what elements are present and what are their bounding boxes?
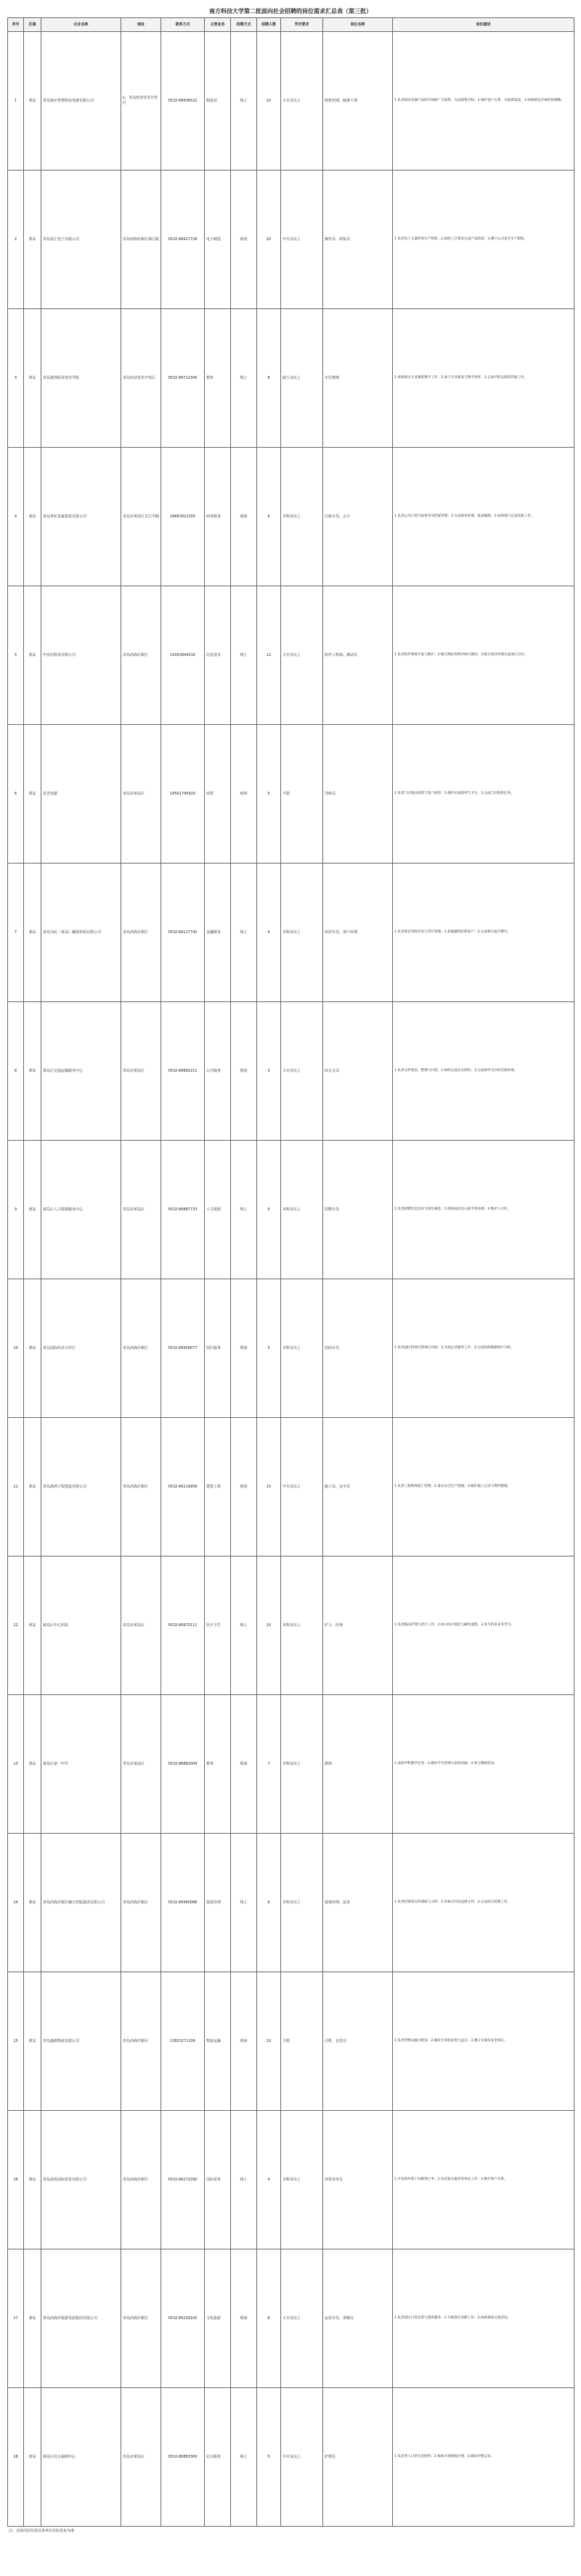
cell-address: 青岛市黄岛区 (121, 2388, 161, 2527)
cell-mode: 现场 (231, 448, 257, 586)
cell-business: 文化旅游 (205, 2249, 231, 2388)
cell-address: 青岛西海岸新区 (121, 1279, 161, 1418)
table-row (8, 2388, 574, 2527)
cell-contact: 0532-86159100 (161, 2249, 205, 2388)
table-row (8, 309, 574, 448)
cell-address: 青岛市黄岛区 (121, 1141, 161, 1279)
table-row (8, 448, 574, 586)
cell-count: 6 (257, 448, 281, 586)
cell-post: 运营专员、讲解员 (323, 2249, 393, 2388)
column-header: 招聘方式 (231, 18, 257, 32)
cell-contact: 0532-86975111 (161, 1556, 205, 1695)
table-row (8, 1972, 574, 2111)
cell-mode: 线上 (231, 1834, 257, 1972)
table-row (8, 725, 574, 864)
cell-contact: 0532-86960088 (161, 1834, 205, 1972)
cell-count: 10 (257, 1556, 281, 1695)
cell-edu: 本科及以上 (281, 448, 323, 586)
cell-desc: 1.负责工程现场施工管理；2.落实安全生产措施；3.做好施工记录与资料整理。 (393, 1418, 574, 1556)
cell-edu: 本科及以上 (281, 1834, 323, 1972)
cell-desc: 1.负责门店商品销售与客户接待；2.维护店面陈列与卫生；3.完成门店销售任务。 (393, 725, 574, 864)
cell-count: 8 (257, 309, 281, 448)
cell-post: 外贸业务员 (323, 2111, 393, 2249)
cell-area: 黄岛 (24, 1418, 41, 1556)
cell-desc: 1.负责厨房电器产品的市场推广与销售，完成销售目标；2.维护客户关系，开拓新渠道；3.协助制定区域营销策略。 (393, 32, 574, 171)
cell-address: 青岛经济技术开发区 (121, 309, 161, 448)
cell-id: 11 (8, 1418, 24, 1556)
cell-desc: 1.承担学科教学任务；2.做好学生管理与家校沟通；3.参与教研活动。 (393, 1695, 574, 1834)
cell-count: 20 (257, 171, 281, 309)
cell-contact: 0532-86882009 (161, 1695, 205, 1834)
cell-business: 建筑工程 (205, 1418, 231, 1556)
cell-id: 16 (8, 2111, 24, 2249)
cell-contact: 13853271106 (161, 1972, 205, 2111)
cell-area: 黄岛 (24, 1002, 41, 1141)
cell-id: 17 (8, 2249, 24, 2388)
cell-count: 15 (257, 1418, 281, 1556)
cell-desc: 1.负责招聘信息发布与简历筛选；2.组织面试及入职手续办理；3.维护人才库。 (393, 1141, 574, 1279)
table-row (8, 1279, 574, 1418)
cell-mode: 现场 (231, 171, 257, 309)
cell-contact: 0532-86119958 (161, 1418, 205, 1556)
table-body (8, 32, 574, 2527)
column-header: 主营业务 (205, 18, 231, 32)
cell-count: 5 (257, 2388, 281, 2527)
cell-company: 青岛海湾工程建设有限公司 (41, 1418, 121, 1556)
cell-contact: 15063994516 (161, 586, 205, 725)
table-row (8, 2249, 574, 2388)
table-header (8, 18, 574, 32)
cell-desc: 1.负责园区招商引资项目对接；2.开展企业服务工作；3.完成招商数据统计分析。 (393, 1279, 574, 1418)
cell-desc: 1.负责文件收发、整理与归档；2.协助完成会议组织；3.完成领导交办的其他事项。 (393, 1002, 574, 1141)
cell-post: 施工员、安全员 (323, 1418, 393, 1556)
cell-contact: 0532-86917728 (161, 171, 205, 309)
cell-desc: 1.负责电子元器件的生产组装；2.按照工艺要求完成产品检验；3.遵守公司安全生产制度。 (393, 171, 574, 309)
cell-area: 黄岛 (24, 2249, 41, 2388)
cell-mode: 线上 (231, 32, 257, 171)
cell-count: 5 (257, 1279, 281, 1418)
cell-company: 青岛鑫源物流有限公司 (41, 1972, 121, 2111)
cell-business: 制造业 (205, 32, 231, 171)
column-header: 地址 (121, 18, 161, 32)
cell-area: 黄岛 (24, 171, 41, 309)
cell-address: 青岛西海岸新区 (121, 2111, 161, 2249)
cell-edu: 大专及以上 (281, 32, 323, 171)
cell-company: 青岛为民（黄岛）融资担保有限公司 (41, 864, 121, 1002)
cell-company: 黄岛区人力资源服务中心 (41, 1141, 121, 1279)
job-table (7, 17, 574, 2527)
cell-contact: 18663912205 (161, 448, 205, 586)
cell-company: 星光电器 (41, 725, 121, 864)
cell-count: 12 (257, 586, 281, 725)
cell-id: 6 (8, 725, 24, 864)
cell-area: 黄岛 (24, 32, 41, 171)
cell-id: 18 (8, 2388, 24, 2527)
cell-area: 黄岛 (24, 309, 41, 448)
table-row (8, 1418, 574, 1556)
cell-area: 黄岛 (24, 1695, 41, 1834)
cell-company: 黄岛区交通运输服务中心 (41, 1002, 121, 1141)
cell-company: 青岛海尔智慧厨房电器有限公司 (41, 32, 121, 171)
cell-id: 5 (8, 586, 24, 725)
cell-contact: 0532-86882211 (161, 1002, 205, 1141)
cell-contact: 0532-86712345 (161, 309, 205, 448)
cell-address: 青岛市黄岛区 (121, 725, 161, 864)
cell-desc: 1.负责临床护理与诊疗工作；2.执行医疗规范与操作流程；3.参与科室业务学习。 (393, 1556, 574, 1695)
cell-count: 4 (257, 2111, 281, 2249)
cell-id: 10 (8, 1279, 24, 1418)
cell-count: 4 (257, 864, 281, 1002)
table-row (8, 586, 574, 725)
cell-post: 投资经理、法务 (323, 1834, 393, 1972)
cell-edu: 本科及以上 (281, 2111, 323, 2249)
cell-mode: 线上 (231, 2111, 257, 2249)
cell-post: 护士、医师 (323, 1556, 393, 1695)
cell-contact: 0532-86883300 (161, 2388, 205, 2527)
cell-business: 医疗卫生 (205, 1556, 231, 1695)
cell-id: 2 (8, 171, 24, 309)
column-header: 序号 (8, 18, 24, 32)
cell-mode: 线上 (231, 2388, 257, 2527)
cell-mode: 现场 (231, 1418, 257, 1556)
cell-id: 14 (8, 1834, 24, 1972)
cell-id: 1 (8, 32, 24, 171)
cell-address: 青岛西海岸新区 (121, 864, 161, 1002)
cell-company: 青岛海发国际贸易有限公司 (41, 2111, 121, 2249)
cell-area: 黄岛 (24, 864, 41, 1002)
cell-mode: 线上 (231, 1556, 257, 1695)
cell-count: 3 (257, 1002, 281, 1141)
cell-desc: 1.负责公司日常行政事务及档案管理；2.完成账务处理、报表编制；3.协助部门完成其他工作。 (393, 448, 574, 586)
cell-company: 青岛世纪星豪投资有限公司 (41, 448, 121, 586)
cell-address: 1、青岛经济技术开发区 (121, 32, 161, 171)
cell-contact: 0532-86956677 (161, 1279, 205, 1418)
cell-edu: 本科及以上 (281, 1695, 323, 1834)
cell-mode: 现场 (231, 725, 257, 864)
cell-desc: 1.负责投资项目的调研与分析；2.审核合同及法律文件；3.完成投后管理工作。 (393, 1834, 574, 1972)
cell-area: 黄岛 (24, 1556, 41, 1695)
cell-address: 青岛西海岸新区 (121, 586, 161, 725)
table-row (8, 1141, 574, 1279)
cell-mode: 线上 (231, 864, 257, 1002)
cell-company: 中安信科技有限公司 (41, 586, 121, 725)
table-row (8, 1002, 574, 1141)
cell-edu: 大专及以上 (281, 586, 323, 725)
cell-area: 黄岛 (24, 2111, 41, 2249)
cell-mode: 现场 (231, 1972, 257, 2111)
cell-id: 13 (8, 1695, 24, 1834)
column-header: 学历要求 (281, 18, 323, 32)
cell-count: 5 (257, 725, 281, 864)
cell-mode: 现场 (231, 1002, 257, 1141)
cell-business: 电子制造 (205, 171, 231, 309)
table-row (8, 171, 574, 309)
cell-business: 园区服务 (205, 1279, 231, 1418)
column-header: 企业名称 (41, 18, 121, 32)
cell-id: 9 (8, 1141, 24, 1279)
cell-business: 教育 (205, 1695, 231, 1834)
cell-post: 导购员 (323, 725, 393, 864)
cell-mode: 线上 (231, 1141, 257, 1279)
cell-company: 青岛国际经济合作区 (41, 1279, 121, 1418)
cell-edu: 中专及以上 (281, 171, 323, 309)
cell-address: 青岛市黄岛区 (121, 1556, 161, 1695)
cell-contact: 0532-86887733 (161, 1141, 205, 1279)
cell-company: 青岛西海岸旅游发展集团有限公司 (41, 2249, 121, 2388)
cell-post: 操作员、质检员 (323, 171, 393, 309)
cell-edu: 本科及以上 (281, 1141, 323, 1279)
cell-business: 投资管理 (205, 1834, 231, 1972)
cell-company: 黄岛区社会福利中心 (41, 2388, 121, 2527)
cell-id: 15 (8, 1972, 24, 2111)
cell-area: 黄岛 (24, 1141, 41, 1279)
cell-desc: 1.承担相关专业课程教学工作；2.参与专业建设与教学改革；3.完成学院安排的其他工作。 (393, 309, 574, 448)
header-row (8, 18, 574, 32)
cell-post: 专任教师 (323, 309, 393, 448)
cell-area: 黄岛 (24, 2388, 41, 2527)
table-row (8, 1695, 574, 1834)
cell-count: 10 (257, 1972, 281, 2111)
cell-edu: 中专及以上 (281, 1418, 323, 1556)
column-header: 岗位名称 (323, 18, 393, 32)
cell-id: 8 (8, 1002, 24, 1141)
cell-contact: 0532-88936522 (161, 32, 205, 171)
cell-post: 行政专员、会计 (323, 448, 393, 586)
cell-business: 公共服务 (205, 1002, 231, 1141)
cell-edu: 不限 (281, 725, 323, 864)
cell-address: 青岛西海岸新区 (121, 1972, 161, 2111)
cell-desc: 1.负责景区日常运营与游客服务；2.开展景区讲解工作；3.协助策划文旅活动。 (393, 2249, 574, 2388)
cell-edu: 大专及以上 (281, 2249, 323, 2388)
cell-address: 青岛西海岸新区珠江路 (121, 171, 161, 309)
cell-desc: 1.负责项目风险评估与贷后管理；2.拓展融资担保客户；3.完成相关报告撰写。 (393, 864, 574, 1002)
cell-company: 青岛星汇电子有限公司 (41, 171, 121, 309)
cell-id: 4 (8, 448, 24, 586)
cell-area: 黄岛 (24, 1834, 41, 1972)
cell-business: 国际贸易 (205, 2111, 231, 2249)
cell-company: 青岛西海岸新区融合控股集团有限公司 (41, 1834, 121, 1972)
cell-id: 7 (8, 864, 24, 1002)
cell-mode: 线上 (231, 586, 257, 725)
cell-business: 金融服务 (205, 864, 231, 1002)
cell-edu: 本科及以上 (281, 864, 323, 1002)
cell-post: 综合文员 (323, 1002, 393, 1141)
column-header: 招聘人数 (257, 18, 281, 32)
cell-area: 黄岛 (24, 1972, 41, 2111)
cell-business: 商贸 (205, 725, 231, 864)
cell-edu: 硕士及以上 (281, 309, 323, 448)
cell-address: 青岛市黄岛区 (121, 1695, 161, 1834)
cell-count: 6 (257, 1834, 281, 1972)
cell-address: 青岛西海岸新区 (121, 1834, 161, 1972)
cell-business: 教育 (205, 309, 231, 448)
cell-desc: 1.开发海外客户并跟进订单；2.负责报关报检等单证工作；3.维护客户关系。 (393, 2111, 574, 2249)
document-page (7, 0, 574, 2535)
cell-edu: 本科及以上 (281, 1279, 323, 1418)
cell-area: 黄岛 (24, 725, 41, 864)
cell-contact: 18561795920 (161, 725, 205, 864)
cell-post: 招商专员 (323, 1279, 393, 1418)
cell-edu: 中专及以上 (281, 2388, 323, 2527)
cell-company: 青岛港湾职业技术学院 (41, 309, 121, 448)
cell-id: 12 (8, 1556, 24, 1695)
cell-count: 6 (257, 1141, 281, 1279)
cell-business: 物流运输 (205, 1972, 231, 2111)
table-row (8, 864, 574, 1002)
table-row (8, 2111, 574, 2249)
cell-count: 7 (257, 1695, 281, 1834)
cell-business: 商务服务 (205, 448, 231, 586)
cell-mode: 现场 (231, 2249, 257, 2388)
cell-desc: 1.负责软件系统开发与维护；2.编写测试用例并执行测试；3.配合项目经理完成项目交付。 (393, 586, 574, 725)
cell-company: 黄岛区第一中学 (41, 1695, 121, 1834)
cell-desc: 1.负责老人日常生活照料；2.协助开展康复护理；3.做好护理记录。 (393, 2388, 574, 2527)
footnote: 注：具体岗位信息以各单位实际发布为准 (9, 2529, 75, 2533)
document-title: 南方科技大学第二批面向社会招聘的岗位需求汇总表（第三批） (209, 8, 372, 15)
table-row (8, 32, 574, 171)
cell-id: 3 (8, 309, 24, 448)
cell-post: 护理员 (323, 2388, 393, 2527)
cell-address: 青岛市黄岛区长江中路 (121, 448, 161, 586)
table-row (8, 1834, 574, 1972)
cell-area: 黄岛 (24, 1279, 41, 1418)
cell-contact: 0532-86117740 (161, 864, 205, 1002)
cell-area: 黄岛 (24, 586, 41, 725)
cell-edu: 本科及以上 (281, 1556, 323, 1695)
cell-post: 销售经理、储备干部 (323, 32, 393, 171)
column-header: 区域 (24, 18, 41, 32)
cell-desc: 1.负责货物运输与配送；2.做好仓库收发货与盘点；3.遵守交通及安全规定。 (393, 1972, 574, 2111)
cell-post: 软件工程师、测试员 (323, 586, 393, 725)
cell-edu: 大专及以上 (281, 1002, 323, 1141)
cell-post: 招聘专员 (323, 1141, 393, 1279)
column-header: 岗位描述 (393, 18, 574, 32)
table-row (8, 1556, 574, 1695)
cell-post: 司机、仓管员 (323, 1972, 393, 2111)
cell-business: 人力资源 (205, 1141, 231, 1279)
cell-address: 青岛市黄岛区 (121, 1002, 161, 1141)
column-header: 联系方式 (161, 18, 205, 32)
cell-company: 黄岛区中心医院 (41, 1556, 121, 1695)
cell-count: 8 (257, 2249, 281, 2388)
cell-business: 信息技术 (205, 586, 231, 725)
cell-address: 青岛西海岸新区 (121, 2249, 161, 2388)
cell-contact: 0532-86172290 (161, 2111, 205, 2249)
cell-mode: 线上 (231, 309, 257, 448)
cell-post: 教师 (323, 1695, 393, 1834)
cell-address: 青岛西海岸新区 (121, 1418, 161, 1556)
cell-post: 风控专员、客户经理 (323, 864, 393, 1002)
cell-business: 社会服务 (205, 2388, 231, 2527)
cell-edu: 不限 (281, 1972, 323, 2111)
cell-mode: 现场 (231, 1279, 257, 1418)
cell-area: 黄岛 (24, 448, 41, 586)
cell-count: 10 (257, 32, 281, 171)
cell-mode: 现场 (231, 1695, 257, 1834)
